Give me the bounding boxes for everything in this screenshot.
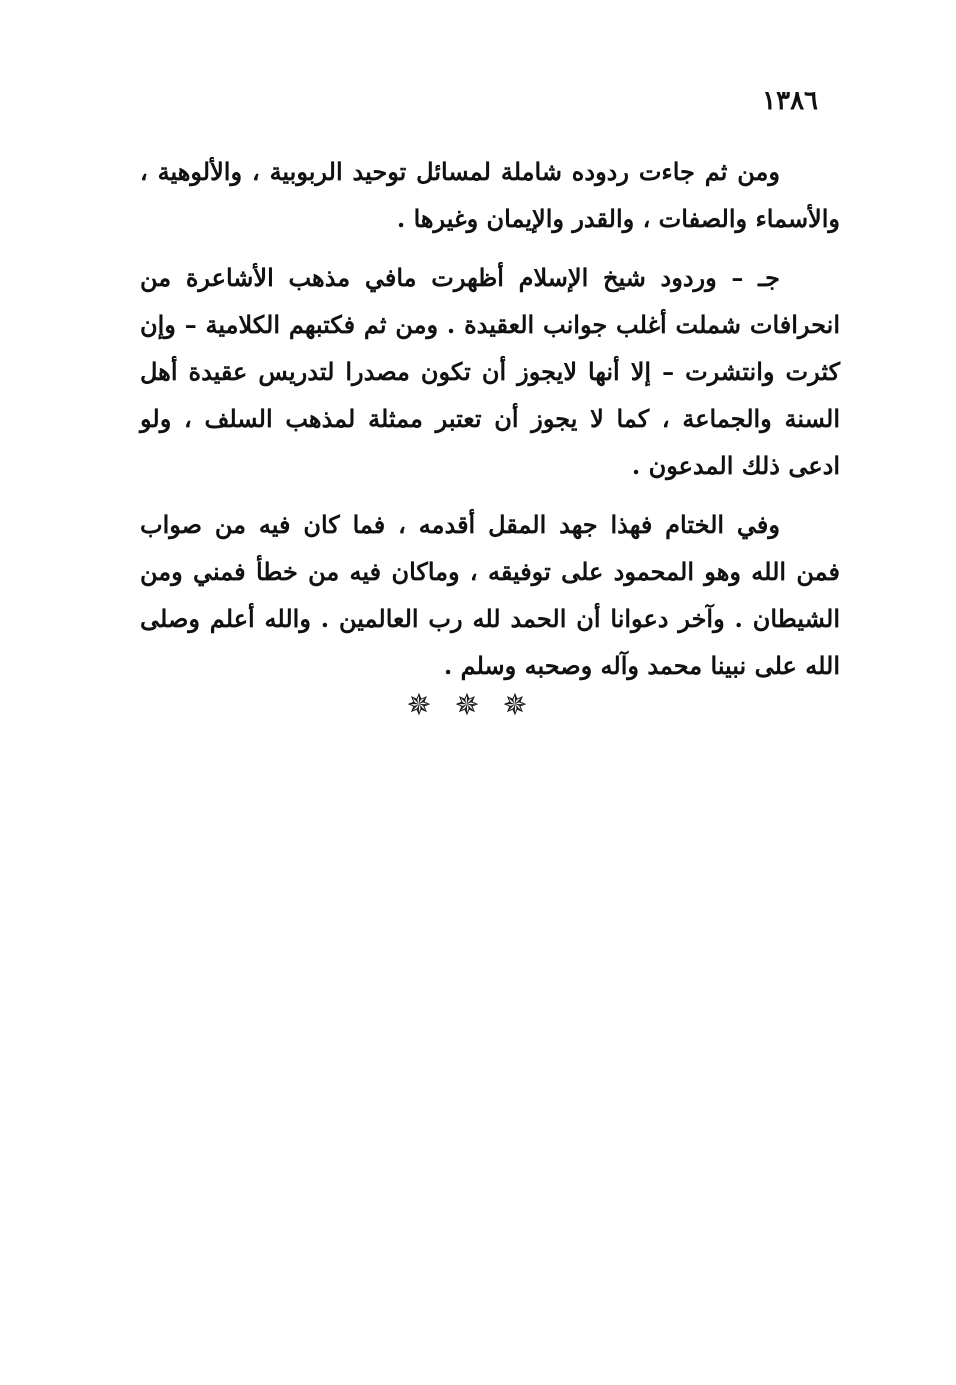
star-ornament-icon: ✵ <box>454 688 502 723</box>
star-ornament-icon: ✵ <box>502 688 550 723</box>
page-number: ١٣٨٦ <box>762 86 818 116</box>
star-ornament-icon: ✵ <box>406 688 454 723</box>
section-end-ornament <box>0 688 956 723</box>
body-text <box>140 148 840 701</box>
paragraph-conclusion-scope: ومن ثم جاءت ردوده شاملة لمسائل توحيد الربوبية ، والألوهية ، والأسماء والصفات ، والقدر والإيمان وغيرها . <box>140 157 840 233</box>
paragraph-closing: وفي الختام فهذا جهد المقل أقدمه ، فما كان فيه من صواب فمن الله وهو المحمود على توفيقه ، وماكان فيه من خطأ فمني ومن الشيطان . وآخر دعوانا أن الحمد لله رب العالمين . والله أعلم وصلى الله على نبينا محمد وآله وصحبه وسلم . <box>140 510 840 680</box>
paragraph-ashari-refutation: جـ – وردود شيخ الإسلام أظهرت مافي مذهب الأشاعرة من انحرافات شملت أغلب جوانب العقيدة . ومن ثم فكتبهم الكلامية – وإن كثرت وانتشرت – إلا أنها لايجوز أن تكون مصدرا لتدريس عقيدة أهل السنة والجماعة ، كما لا يجوز أن تعتبر ممثلة لمذهب السلف ، ولو ادعى ذلك المدعون . <box>140 263 840 480</box>
